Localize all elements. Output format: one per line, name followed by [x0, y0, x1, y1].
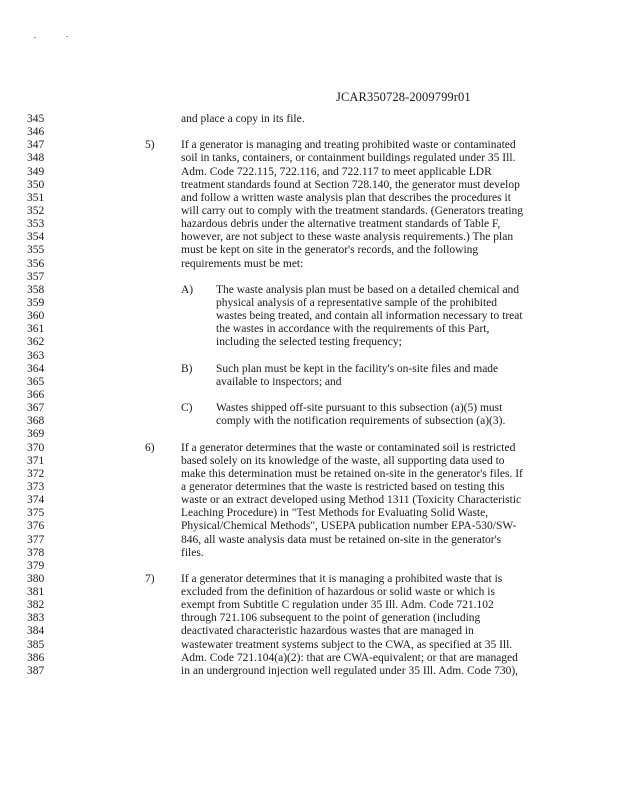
- line-number: 350: [27, 178, 45, 191]
- text-row: [0, 152, 628, 165]
- line-number: 346: [27, 126, 45, 139]
- paragraph-line: will carry out to comply with the treatment standards. (Generators treating: [181, 204, 524, 217]
- text-row: [0, 402, 628, 415]
- paragraph-line: a generator determines that the waste is restricted based on testing this: [181, 480, 505, 493]
- line-number: 387: [27, 664, 45, 677]
- paragraph-line: the wastes in accordance with the requirements of this Part,: [216, 323, 490, 336]
- text-row: [0, 534, 628, 547]
- line-number: 376: [27, 520, 45, 533]
- text-row: [0, 586, 628, 599]
- text-row: [0, 639, 628, 652]
- paragraph-line: Adm. Code 722.115, 722.116, and 722.117 to meet applicable LDR: [181, 165, 492, 178]
- line-number: 371: [27, 454, 45, 467]
- text-row: [0, 507, 628, 520]
- text-row: [0, 612, 628, 625]
- line-number: 366: [27, 388, 45, 401]
- paragraph-line: Physical/Chemical Methods", USEPA publication number EPA-530/SW-: [181, 520, 517, 533]
- line-number: 349: [27, 165, 45, 178]
- paragraph-line: through 721.106 subsequent to the point of generation (including: [181, 612, 481, 625]
- text-row: [0, 113, 628, 126]
- line-number: 348: [27, 152, 45, 165]
- text-row: [0, 455, 628, 468]
- text-row: [0, 442, 628, 455]
- line-number: 351: [27, 191, 45, 204]
- paragraph-line: including the selected testing frequency;: [216, 336, 402, 349]
- line-number: 373: [27, 480, 45, 493]
- paragraph-line: wastewater treatment systems subject to the CWA, as specified at 35 Ill.: [181, 638, 513, 651]
- paragraph-line: If a generator determines that the waste or contaminated soil is restricted: [181, 441, 516, 454]
- text-row: [0, 323, 628, 336]
- line-number: 369: [27, 428, 45, 441]
- item-marker: 7): [145, 572, 155, 585]
- paragraph-line: excluded from the definition of hazardous or solid waste or which is: [181, 586, 495, 599]
- text-row: [0, 625, 628, 638]
- paragraph-line: files.: [181, 546, 204, 559]
- paragraph-line: make this determination must be retained on-site in the generator's files. If: [181, 467, 523, 480]
- paragraph-line: Leaching Procedure) in "Test Methods for Evaluating Solid Waste,: [181, 507, 489, 520]
- line-number: 367: [27, 402, 45, 415]
- text-row: [0, 415, 628, 428]
- paragraph-line: The waste analysis plan must be based on a detailed chemical and: [216, 283, 520, 296]
- line-number: 362: [27, 336, 45, 349]
- text-row: [0, 652, 628, 665]
- line-number: 377: [27, 533, 45, 546]
- line-number: 359: [27, 296, 45, 309]
- scan-speck: [34, 37, 36, 38]
- line-number: 372: [27, 467, 45, 480]
- line-number: 382: [27, 599, 45, 612]
- text-row: [0, 205, 628, 218]
- text-row: [0, 244, 628, 257]
- line-number: 384: [27, 625, 45, 638]
- paragraph-line: in an underground injection well regulated under 35 Ill. Adm. Code 730),: [181, 664, 519, 677]
- line-number: 380: [27, 572, 45, 585]
- line-number: 361: [27, 323, 45, 336]
- paragraph-line: physical analysis of a representative sample of the prohibited: [216, 296, 498, 309]
- line-number: 374: [27, 494, 45, 507]
- text-row: [0, 520, 628, 533]
- paragraph-line: deactivated characteristic hazardous wastes that are managed in: [181, 625, 474, 638]
- line-number: 356: [27, 257, 45, 270]
- line-number: 354: [27, 231, 45, 244]
- text-row: [0, 363, 628, 376]
- text-row: [0, 310, 628, 323]
- line-number: 375: [27, 507, 45, 520]
- text-row: [0, 494, 628, 507]
- text-row: [0, 481, 628, 494]
- line-number: 355: [27, 244, 45, 257]
- paragraph-line: If a generator determines that it is managing a prohibited waste that is: [181, 572, 503, 585]
- line-number: 379: [27, 559, 45, 572]
- item-marker: C): [181, 402, 193, 415]
- paragraph-line: available to inspectors; and: [216, 375, 342, 388]
- line-number: 363: [27, 349, 45, 362]
- item-marker: 6): [145, 441, 155, 454]
- paragraph-line: wastes being treated, and contain all information necessary to treat: [216, 310, 523, 323]
- text-row: [0, 573, 628, 586]
- text-row: [0, 126, 628, 139]
- text-row: [0, 389, 628, 402]
- text-row: [0, 468, 628, 481]
- line-number: 386: [27, 651, 45, 664]
- text-row: [0, 166, 628, 179]
- paragraph-line: requirements must be met:: [181, 257, 304, 270]
- text-row: [0, 336, 628, 349]
- paragraph-line: and place a copy in its file.: [181, 113, 305, 125]
- paragraph-line: however, are not subject to these waste analysis requirements.) The plan: [181, 231, 514, 244]
- document-id: JCAR350728-2009799r01: [336, 90, 471, 104]
- line-number: 360: [27, 310, 45, 323]
- line-number: 365: [27, 375, 45, 388]
- line-number: 358: [27, 283, 45, 296]
- line-number: 381: [27, 586, 45, 599]
- paragraph-line: If a generator is managing and treating prohibited waste or contaminated: [181, 139, 516, 152]
- paragraph-line: Wastes shipped off-site pursuant to this subsection (a)(5) must: [216, 402, 503, 415]
- paragraph-line: hazardous debris under the alternative treatment standards of Table F,: [181, 218, 501, 231]
- scan-speck: [66, 36, 68, 37]
- line-number: 368: [27, 415, 45, 428]
- text-row: [0, 139, 628, 152]
- text-row: [0, 231, 628, 244]
- item-marker: A): [181, 283, 194, 296]
- text-row: [0, 599, 628, 612]
- line-number: 370: [27, 441, 45, 454]
- paragraph-line: treatment standards found at Section 728.140, the generator must develop: [181, 178, 520, 191]
- paragraph-line: soil in tanks, containers, or containment buildings regulated under 35 Ill.: [181, 152, 516, 165]
- text-row: [0, 192, 628, 205]
- line-number: 353: [27, 218, 45, 231]
- text-row: [0, 271, 628, 284]
- paragraph-line: 846, all waste analysis data must be retained on-site in the generator's: [181, 533, 502, 546]
- item-marker: 5): [145, 139, 155, 152]
- paragraph-line: Adm. Code 721.104(a)(2): that are CWA-equivalent; or that are managed: [181, 651, 518, 664]
- paragraph-line: and follow a written waste analysis plan that describes the procedures it: [181, 191, 511, 204]
- paragraph-line: based solely on its knowledge of the waste, all supporting data used to: [181, 454, 505, 467]
- text-row: [0, 218, 628, 231]
- document-body: [0, 113, 628, 678]
- text-row: [0, 284, 628, 297]
- line-number: 357: [27, 270, 45, 283]
- line-number: 383: [27, 612, 45, 625]
- paragraph-line: Such plan must be kept in the facility's on-site files and made: [216, 362, 499, 375]
- text-row: [0, 376, 628, 389]
- paragraph-line: must be kept on site in the generator's records, and the following: [181, 244, 479, 257]
- text-row: [0, 179, 628, 192]
- line-number: 345: [27, 113, 45, 125]
- line-number: 364: [27, 362, 45, 375]
- paragraph-line: waste or an extract developed using Method 1311 (Toxicity Characteristic: [181, 494, 522, 507]
- text-row: [0, 297, 628, 310]
- paragraph-line: comply with the notification requirements of subsection (a)(3).: [216, 415, 506, 428]
- text-row: [0, 258, 628, 271]
- line-number: 385: [27, 638, 45, 651]
- text-row: [0, 428, 628, 441]
- text-row: [0, 665, 628, 678]
- paragraph-line: exempt from Subtitle C regulation under 35 Ill. Adm. Code 721.102: [181, 599, 494, 612]
- line-number: 352: [27, 204, 45, 217]
- text-row: [0, 547, 628, 560]
- text-row: [0, 560, 628, 573]
- line-number: 347: [27, 139, 45, 152]
- text-row: [0, 350, 628, 363]
- item-marker: B): [181, 362, 193, 375]
- line-number: 378: [27, 546, 45, 559]
